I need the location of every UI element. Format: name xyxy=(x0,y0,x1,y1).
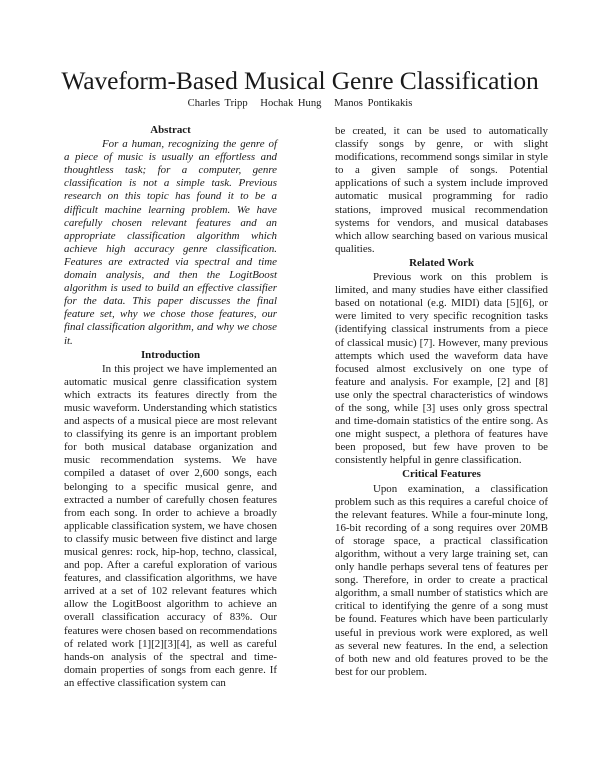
paper-title: Waveform-Based Musical Genre Classification xyxy=(61,66,539,95)
abstract-heading: Abstract xyxy=(150,124,191,136)
introduction-heading: Introduction xyxy=(140,348,201,361)
author-list xyxy=(0,97,600,110)
introduction-text: In this project we have implemented an automatic musical genre classification system which extracts its features directly from the music waveform. Understanding which statistics and aspects of a musical piece are most relevant to classifying its genre is an important problem for both musical database organization and music recommendation systems. We have compiled a dataset of over 2,600 songs, each belonging to a specific musical genre, and extracted a number of carefully chosen features from each song. In order to achieve a broadly applicable classification system, we have chosen to classify music between five distinct and large musical genres: rock, hip-hop, techno, classical, and pop. After a careful exploration of various features, and classification algorithms, we have arrived at a set of 102 relevant features which allow the LogitBoost algorithm to achieve an overall classification accuracy of 83%. Our features were chosen based on recommendations of related work [1][2][3][4], as well as careful hands-on analysis of the spectral and time-domain properties of songs from each genre. If an effective classification system can xyxy=(64,362,277,689)
author-name: Charles Tripp xyxy=(187,98,248,109)
abstract-text: For a human, recognizing the genre of a piece of music is usually an effortless and thoughtless task; for a computer, genre classification is not a simple task. Previous research on this topic has found it to be a difficult machine learning problem. We have carefully chosen relevant features and an appropriate classification algorithm which achieve high accuracy genre classification. Features are extracted via spectral and time domain analysis, and then the LogitBoost algorithm is used to build an effective classifier for the data. This paper discusses the final feature set, why we chose those features, our final classification algorithm, and why we chose it. xyxy=(64,138,277,347)
right-column xyxy=(335,125,548,680)
critical-features-heading: Critical Features xyxy=(402,468,481,481)
related-work-text: Previous work on this problem is limited, and many studies have either classified based on notational (e.g. MIDI) data [5][6], or were limited to very specific recognition tasks (identifying classical instruments from a piece of classical music) [7]. However, many previous attempts which used the waveform data have focused almost exclusively on one type of feature and analysis. For example, [2] and [8] use only the spectral characteristics of windows of the song, while [3] uses only gross spectral and time-domain statistics of the entire song. As one might suspect, a plethora of features have been proposed, but few have proven to be consistently helpful in genre classification. xyxy=(335,271,548,467)
author-name: Manos Pontikakis xyxy=(334,98,413,109)
introduction-continuation: be created, it can be used to automatically classify songs by genre, or with slight modifications, recommend songs similar in style to a given sample of songs. Potential applications of such a system include improved automatic musical programming for radio stations, improved musical recommendation systems for vendors, and musical databases which allow searching based on various musical qualities. xyxy=(335,125,548,255)
left-column xyxy=(64,124,277,691)
author-name: Hochak Hung xyxy=(260,98,322,109)
critical-features-text: Upon examination, a classification problem such as this requires a careful choice of the relevant features. While a four-minute long, 16-bit recording of a song requires over 20MB of storage space, a practical classification algorithm, without a very large training set, can only handle perhaps several tens of features per song. Therefore, in order to create a practical algorithm, a small number of statistics which are critical to identifying the genre of a song must be found. Features which have been particularly useful in previous work were explored, as well as several new features. In the end, a selection of both new and old features proved to be the best for our problem. xyxy=(335,482,548,678)
related-work-heading: Related Work xyxy=(409,256,474,269)
